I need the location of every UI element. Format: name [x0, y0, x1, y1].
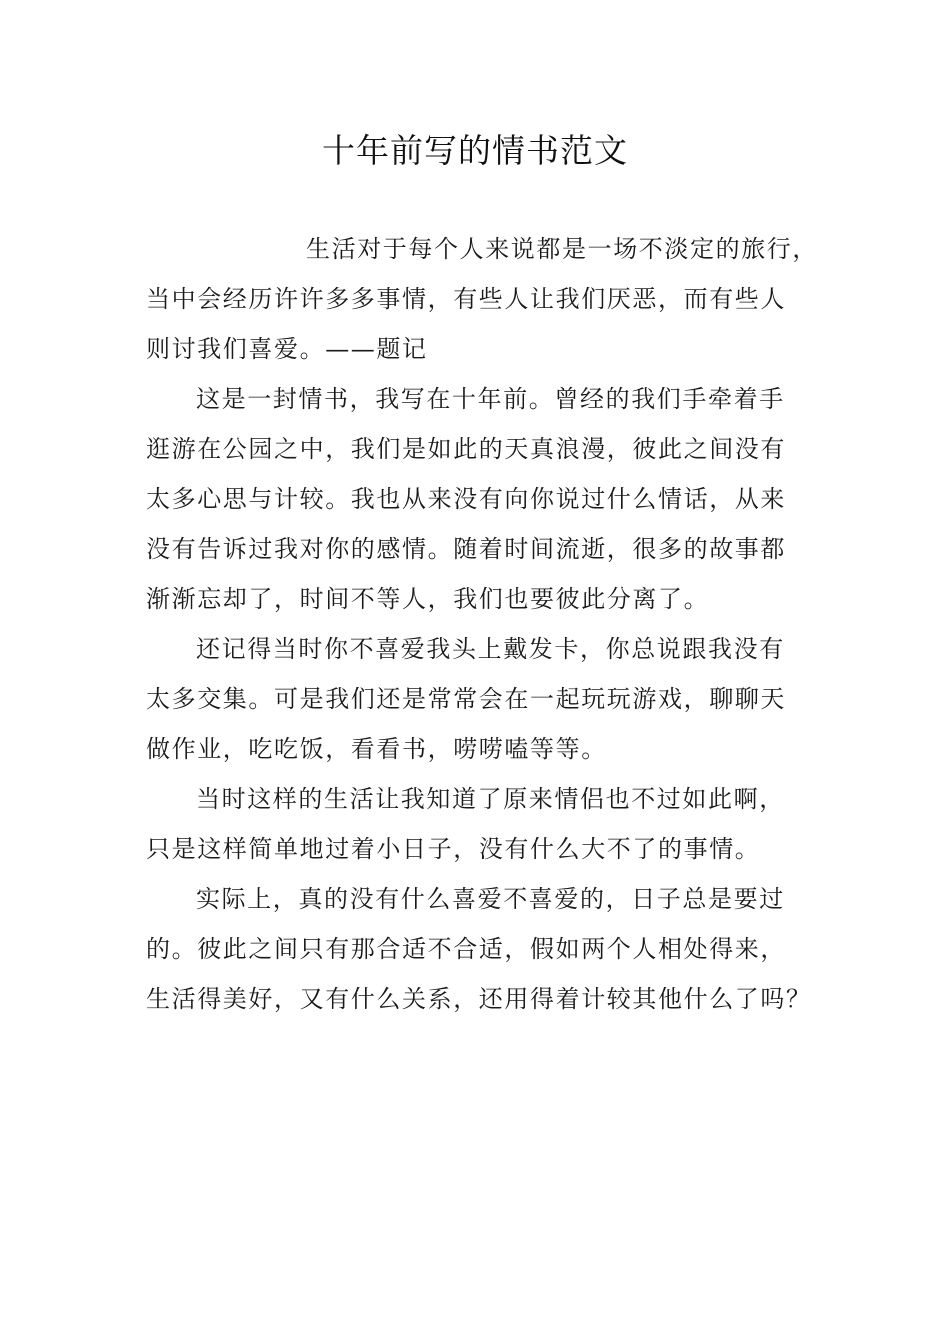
paragraph-line: 这是一封情书，我写在十年前。曾经的我们手牵着手 — [196, 385, 785, 413]
paragraph-line: 只是这样简单地过着小日子，没有什么大不了的事情。 — [146, 835, 761, 863]
epigraph-line: 生活对于每个人来说都是一场不淡定的旅行， — [306, 235, 818, 263]
paragraph-line: 没有告诉过我对你的感情。随着时间流逝，很多的故事都 — [146, 535, 786, 563]
paragraph-line: 还记得当时你不喜爱我头上戴发卡，你总说跟我没有 — [196, 635, 785, 663]
paragraph-line: 渐渐忘却了，时间不等人，我们也要彼此分离了。 — [146, 585, 710, 613]
document-body — [146, 224, 826, 1024]
epigraph-line: 则讨我们喜爱。——题记 — [146, 335, 428, 363]
paragraph-line: 实际上，真的没有什么喜爱不喜爱的，日子总是要过 — [196, 885, 785, 913]
epigraph-line: 当中会经历许许多多事情，有些人让我们厌恶，而有些人 — [146, 285, 786, 313]
paragraph-line: 做作业，吃吃饭，看看书，唠唠嗑等等。 — [146, 735, 607, 763]
document-title: 十年前写的情书范文 — [322, 131, 628, 170]
paragraph-line: 当时这样的生活让我知道了原来情侣也不过如此啊， — [196, 785, 785, 813]
paragraph-line: 逛游在公园之中，我们是如此的天真浪漫，彼此之间没有 — [146, 435, 786, 463]
paragraph-line: 生活得美好，又有什么关系，还用得着计较其他什么了吗？ — [146, 985, 812, 1013]
paragraph-line: 太多交集。可是我们还是常常会在一起玩玩游戏，聊聊天 — [146, 685, 786, 713]
paragraph-line: 太多心思与计较。我也从来没有向你说过什么情话，从来 — [146, 485, 786, 513]
paragraph-line: 的。彼此之间只有那合适不合适，假如两个人相处得来， — [146, 935, 786, 963]
